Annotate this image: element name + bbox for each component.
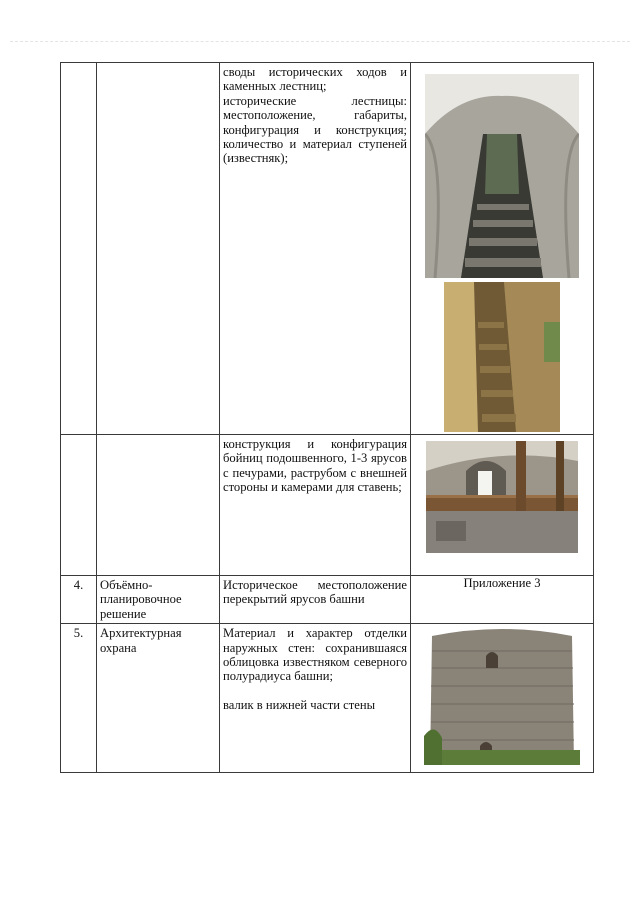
description-line: валик в нижней части стены — [223, 697, 376, 712]
row-description — [220, 435, 411, 576]
row-images — [411, 435, 594, 576]
table-row — [61, 624, 594, 773]
row-number — [61, 63, 97, 435]
description-line: своды исторических ходов и каменных лестниц; — [223, 65, 407, 94]
appendix-reference: Приложение 3 — [411, 576, 594, 624]
loophole-wooden-beam-photo — [426, 441, 578, 553]
description-line: Историческое местоположение перекрытий ярусов башни — [223, 578, 407, 607]
row-number: 5. — [61, 624, 97, 773]
row-description — [220, 624, 411, 773]
row-category: Архитектурная охрана — [97, 624, 220, 773]
row-category — [97, 435, 220, 576]
row-description — [220, 63, 411, 435]
table-row — [61, 63, 594, 435]
row-images — [411, 63, 594, 435]
row-images — [411, 624, 594, 773]
row-description — [220, 576, 411, 624]
row-category — [97, 63, 220, 435]
page-top-rule — [10, 41, 630, 42]
description-line: Материал и характер отделки наружных стен: сохранившаяся облицовка известняком северного полурадиуса башни; — [223, 626, 407, 684]
narrow-stone-passage-photo — [444, 282, 560, 432]
row-number: 4. — [61, 576, 97, 624]
description-line: исторические лестницы: местоположение, габариты, конфигурация и конструкция; количество и материал ступеней (известняк); — [223, 93, 407, 166]
row-number — [61, 435, 97, 576]
stone-tower-exterior-photo — [424, 626, 580, 765]
table-row — [61, 576, 594, 624]
table-row — [61, 435, 594, 576]
protection-items-table — [60, 62, 594, 773]
description-line: конструкция и конфигурация бойниц подошвенного, 1-3 ярусов с печурами, раструбом с внешней стороны и камерами для ставень; — [223, 437, 407, 495]
stone-corridor-stairs-photo — [425, 74, 579, 278]
row-category: Объёмно-планировочное решение — [97, 576, 220, 624]
